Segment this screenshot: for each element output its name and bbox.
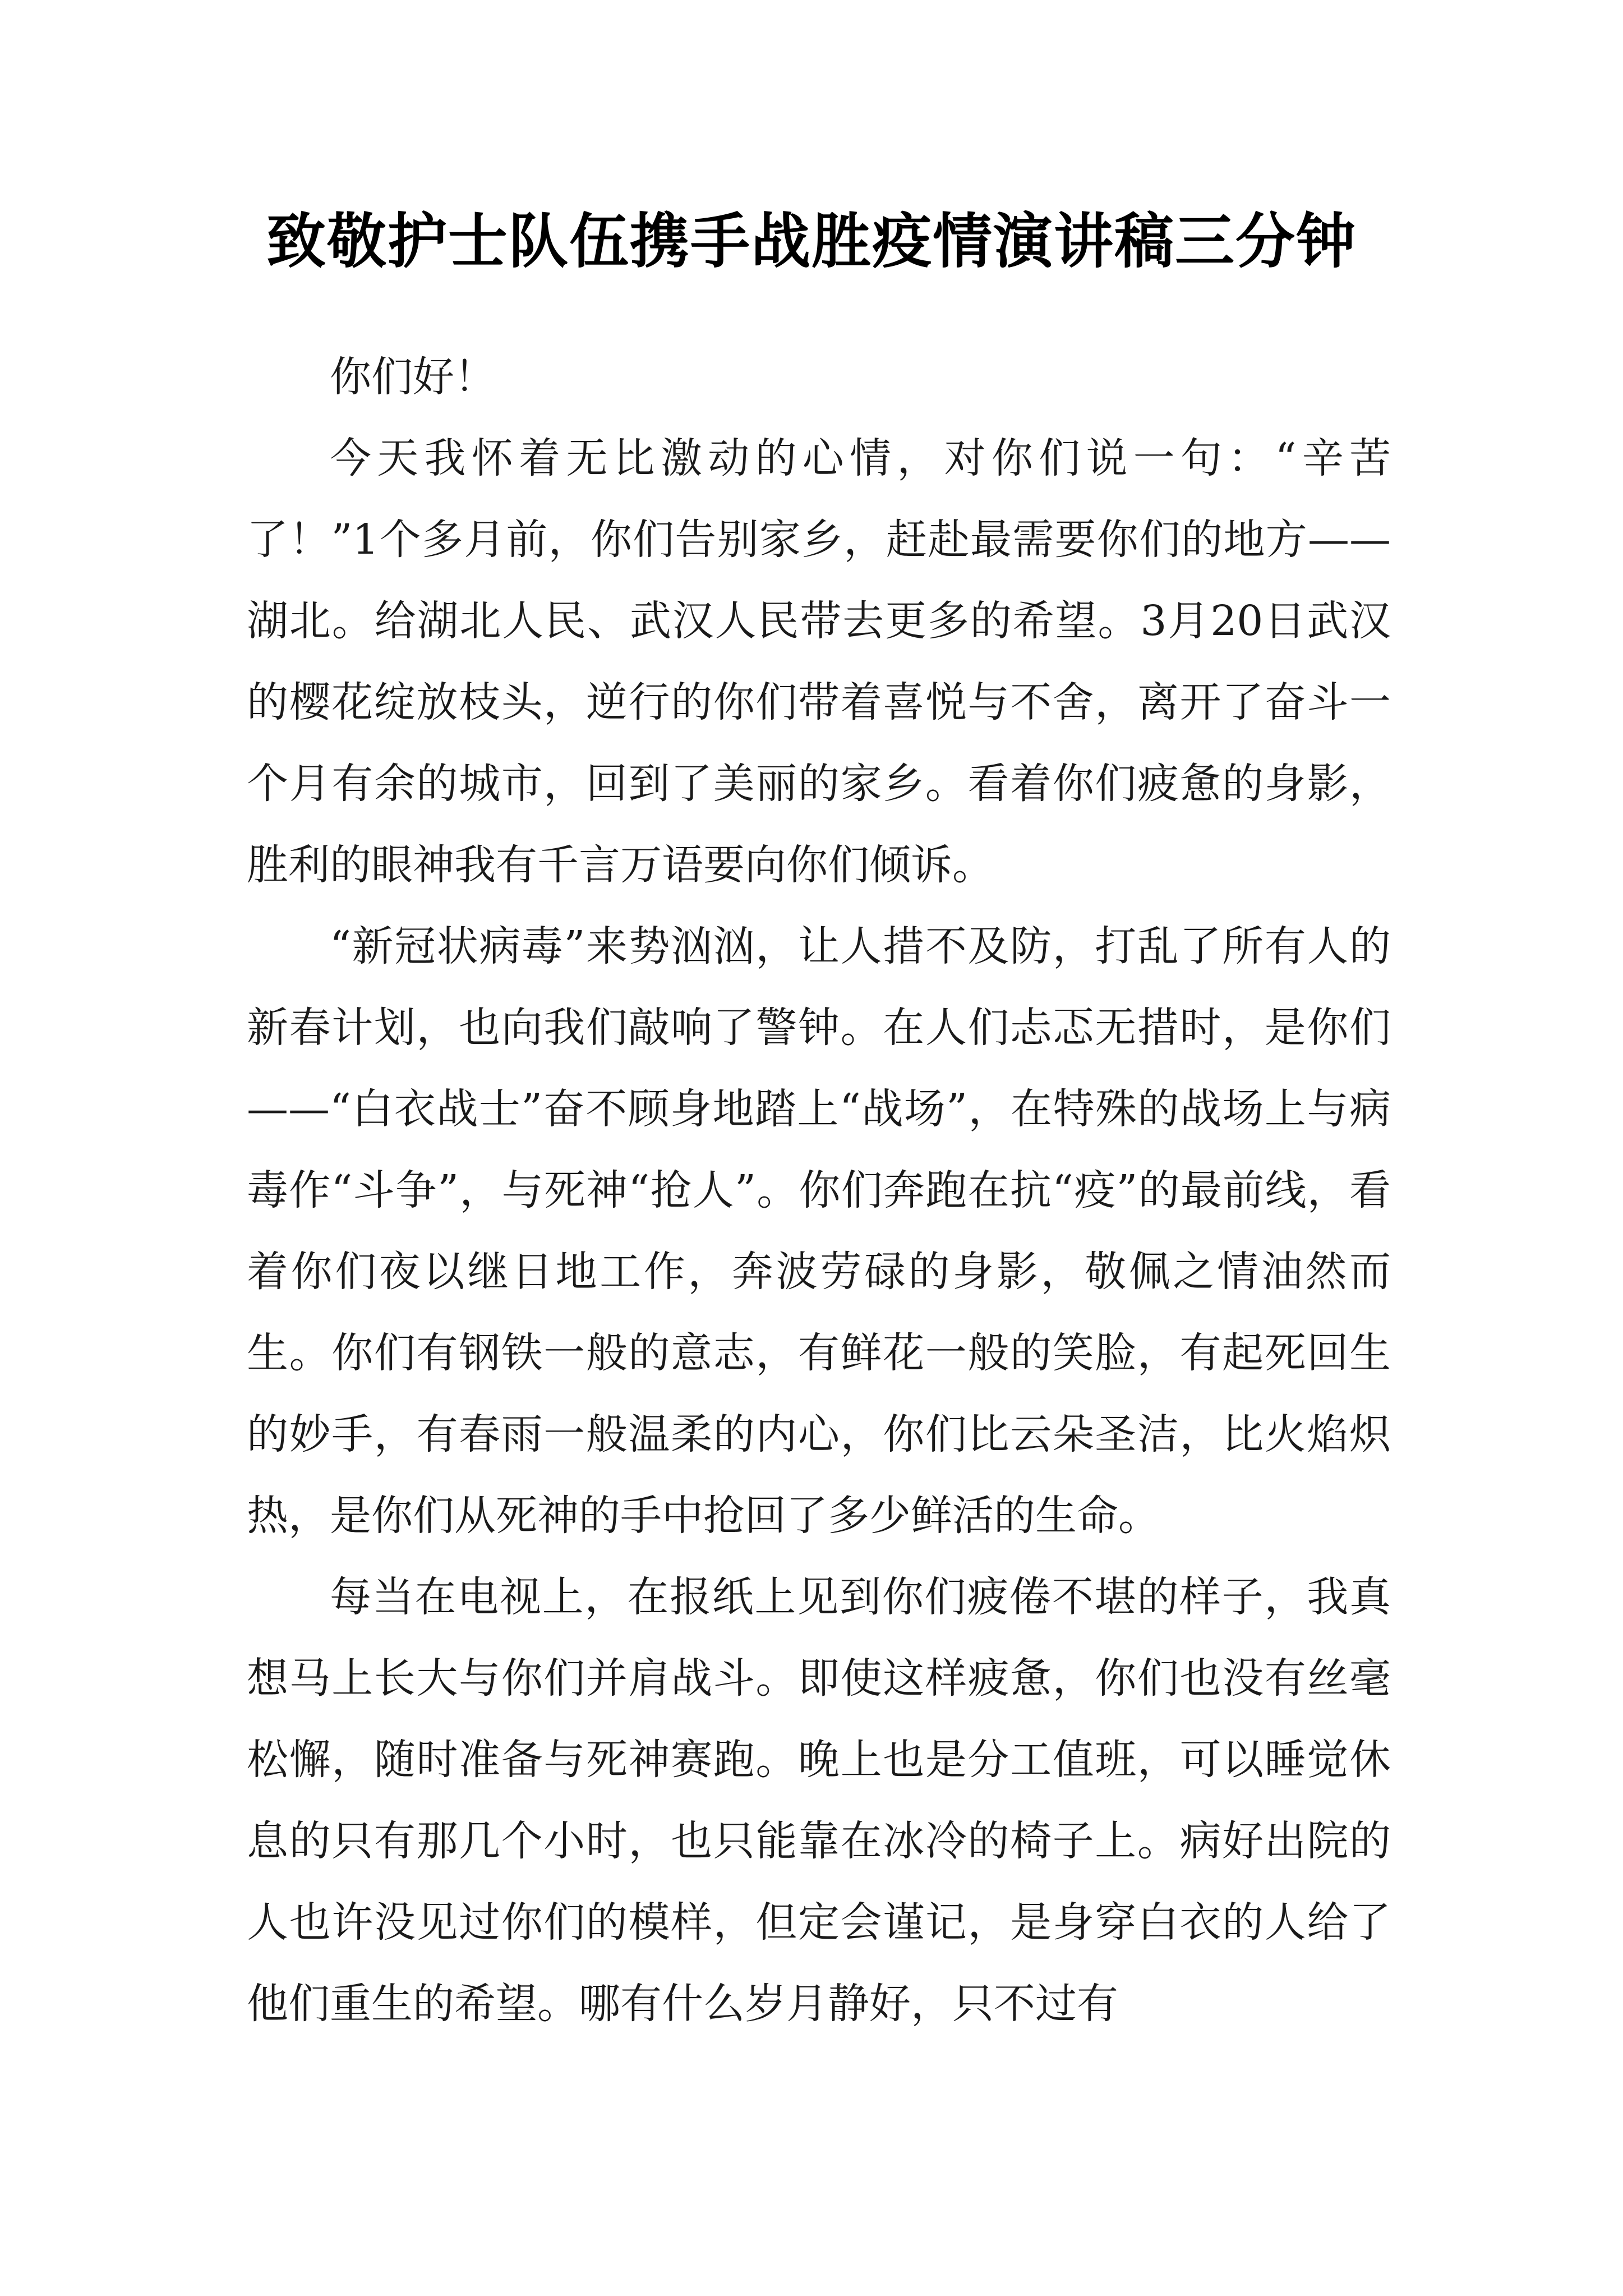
paragraph: 每当在电视上，在报纸上见到你们疲倦不堪的样子，我真想马上长大与你们并肩战斗。即使这样疲惫，你们也没有丝毫松懈，随时准备与死神赛跑。晚上也是分工值班，可以睡觉休息的只有那几个小时，也只能靠在冰冷的椅子上。病好出院的人也许没见过你们的模样，但定会谨记，是身穿白衣的人给了他们重生的希望。哪有什么岁月静好，只不过有 bbox=[247, 1573, 1391, 2028]
paragraph: “新冠状病毒”来势汹汹，让人措不及防，打乱了所有人的新春计划，也向我们敲响了警钟。在人们忐忑无措时，是你们——“白衣战士”奋不顾身地踏上“战场”，在特殊的战场上与病毒作“斗争”，与死神“抢人”。你们奔跑在抗“疫”的最前线，看着你们夜以继日地工作，奔波劳碌的身影，敬佩之情油然而生。你们有钢铁一般的意志，有鲜花一般的笑脸，有起死回生的妙手，有春雨一般温柔的内心，你们比云朵圣洁，比火焰炽热，是你们从死神的手中抢回了多少鲜活的生命。 bbox=[247, 922, 1391, 1540]
document-body bbox=[247, 337, 1391, 2045]
paragraph: 今天我怀着无比激动的心情，对你们说一句：“辛苦了！”1个多月前，你们告别家乡，赶赴最需要你们的地方——湖北。给湖北人民、武汉人民带去更多的希望。3月20日武汉的樱花绽放枝头，逆行的你们带着喜悦与不舍，离开了奋斗一个月有余的城市，回到了美丽的家乡。看着你们疲惫的身影，胜利的眼神我有千言万语要向你们倾诉。 bbox=[247, 434, 1391, 889]
paragraph-greeting: 你们好！ bbox=[330, 353, 496, 401]
document-title: 致敬护士队伍携手战胜疫情演讲稿三分钟 bbox=[266, 206, 1357, 276]
